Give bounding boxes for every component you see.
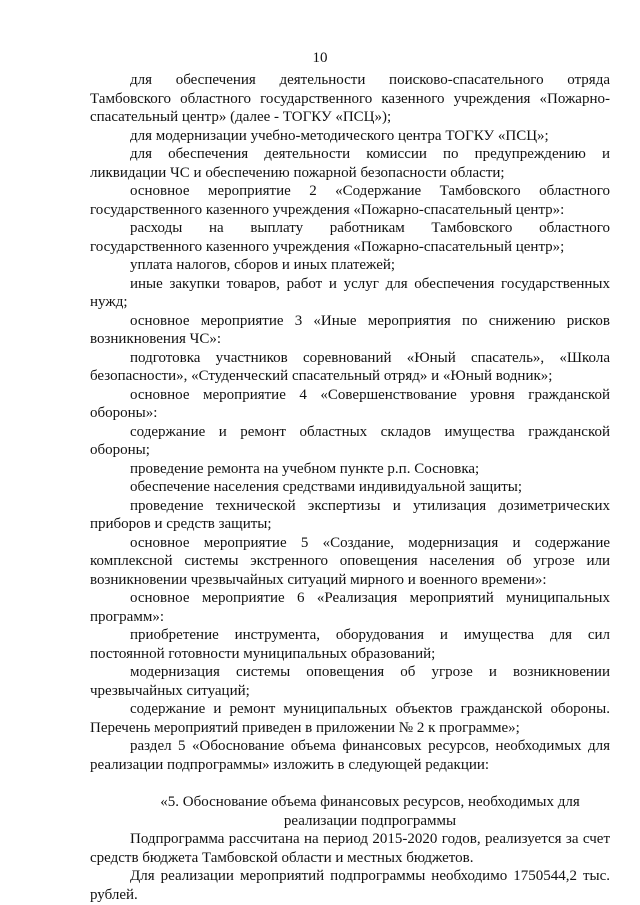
paragraph: расходы на выплату работникам Тамбовского областного государственного казенного учреждения «Пожарно-спасательный центр»; bbox=[90, 220, 610, 255]
paragraph: для обеспечения деятельности комиссии по предупреждению и ликвидации ЧС и обеспечению пожарной безопасности области; bbox=[90, 146, 610, 181]
paragraph: основное мероприятие 4 «Совершенствование уровня гражданской обороны»: bbox=[90, 386, 610, 421]
paragraph: для обеспечения деятельности поисково-спасательного отряда Тамбовского областного государственного казенного учреждения «Пожарно-спасательный центр» (далее - ТОГКУ «ПСЦ»); bbox=[90, 72, 610, 125]
section-heading: «5. Обоснование объема финансовых ресурсов, необходимых для реализации подпрограммы bbox=[160, 794, 580, 829]
paragraph: уплата налогов, сборов и иных платежей; bbox=[130, 257, 396, 273]
paragraph: основное мероприятие 6 «Реализация мероприятий муниципальных программ»: bbox=[90, 590, 610, 625]
paragraph: для модернизации учебно-методического центра ТОГКУ «ПСЦ»; bbox=[130, 127, 549, 144]
paragraph: раздел 5 «Обоснование объема финансовых ресурсов, необходимых для реализации подпрограммы» изложить в следующей редакции: bbox=[90, 738, 610, 773]
paragraph: основное мероприятие 3 «Иные мероприятия по снижению рисков возникновения ЧС»: bbox=[90, 312, 610, 347]
paragraph: основное мероприятие 5 «Создание, модернизация и содержание комплексной системы экстренного оповещения населения об угрозе или возникновении чрезвычайных ситуаций мирного и военного времени»: bbox=[90, 534, 610, 588]
paragraph: содержание и ремонт областных складов имущества гражданской обороны; bbox=[90, 423, 610, 458]
paragraph: обеспечение населения средствами индивидуальной защиты; bbox=[130, 479, 523, 495]
paragraph: Подпрограмма рассчитана на период 2015-2020 годов, реализуется за счет средств бюджета Тамбовской области и местных бюджетов. bbox=[90, 831, 610, 866]
page-number: 10 bbox=[312, 50, 328, 66]
paragraph: Для реализации мероприятий подпрограммы необходимо 1750544,2 тыс. рублей. bbox=[90, 868, 610, 903]
paragraph: проведение технической экспертизы и утилизация дозиметрических приборов и средств защиты; bbox=[90, 497, 610, 532]
paragraph: подготовка участников соревнований «Юный спасатель», «Школа безопасности», «Студенческий спасательный отряд» и «Юный водник»; bbox=[90, 349, 610, 384]
paragraph: иные закупки товаров, работ и услуг для обеспечения государственных нужд; bbox=[90, 275, 610, 310]
paragraph: приобретение инструмента, оборудования и имущества для сил постоянной готовности муниципальных образований; bbox=[90, 627, 610, 662]
paragraph: проведение ремонта на учебном пункте р.п. Сосновка; bbox=[130, 460, 480, 477]
paragraph: содержание и ремонт муниципальных объектов гражданской обороны. Перечень мероприятий приведен в приложении № 2 к программе»; bbox=[90, 701, 610, 736]
paragraph: основное мероприятие 2 «Содержание Тамбовского областного государственного казенного учреждения «Пожарно-спасательный центр»: bbox=[90, 183, 610, 218]
document-body bbox=[90, 71, 610, 904]
paragraph: модернизация системы оповещения об угрозе и возникновении чрезвычайных ситуаций; bbox=[90, 664, 610, 699]
